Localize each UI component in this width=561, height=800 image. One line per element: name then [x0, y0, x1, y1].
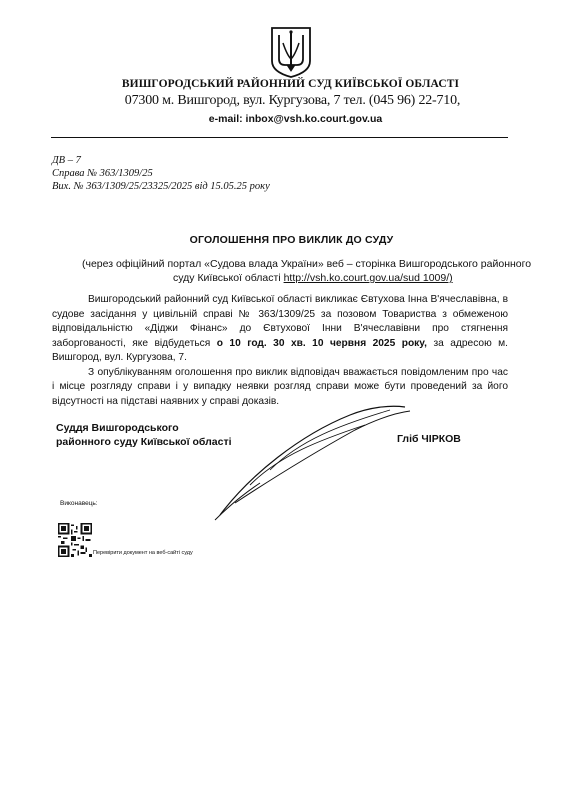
hearing-address: за адресою м. Вишгород, вул. Кургузова, 7. — [52, 337, 509, 363]
court-name: ВИШГОРОДСЬКИЙ РАЙОННИЙ СУД КИЇВСЬКОЇ ОБЛАСТІ — [121, 78, 460, 90]
portal-note-line-1: (через офіційний портал «Судова влада України» веб – сторінка Вишгородського районного — [82, 258, 532, 270]
handwritten-signature — [190, 385, 420, 525]
judge-title-line-1: Суддя Вишгородського — [56, 422, 179, 434]
portal-note-prefix: суду Київської області — [173, 272, 284, 284]
portal-link[interactable]: http://vsh.ko.court.gov.ua/sud 1009/) — [283, 272, 453, 284]
body-paragraph-2: З опублікуванням оголошення про виклик відповідач вважається повідомленим про час і місце розгляду справи і у випадку неявки розгляд справи може бути проведений за його відсутності на підставі наявних у справі доказів. — [52, 366, 508, 407]
notice-title: ОГОЛОШЕННЯ ПРО ВИКЛИК ДО СУДУ — [189, 234, 394, 246]
qr-caption: Перевірити документ на веб-сайті суду — [93, 550, 193, 556]
hearing-datetime: о 10 год. 30 хв. 10 червня 2025 року, — [216, 337, 427, 349]
qr-code-icon[interactable] — [58, 523, 92, 557]
judge-name: Гліб ЧІРКОВ — [397, 433, 461, 445]
outgoing-number: Вих. № 363/1309/25/23325/2025 від 15.05.25 року — [52, 181, 270, 192]
header-divider — [51, 137, 508, 138]
court-address: 07300 м. Вишгород, вул. Кургузова, 7 тел. (045 96) 22-710, — [124, 93, 461, 108]
court-email: e-mail: inbox@vsh.ko.court.gov.ua — [208, 113, 383, 125]
case-number: Справа № 363/1309/25 — [52, 168, 153, 179]
judge-title-line-2: районного суду Київської області — [56, 436, 232, 448]
portal-note-line-2 — [173, 272, 453, 284]
executor-label: Виконавець: — [60, 500, 98, 507]
body-paragraph-1 — [52, 293, 508, 366]
document-code: ДВ – 7 — [52, 155, 81, 166]
coat-of-arms-emblem — [269, 25, 313, 79]
body-paragraph-1-text: Вишгородський районний суд Київської області викликає Євтухова Інна В'ячеславівна, в судове засідання у цивільній справі № 363/1309/25 за позовом Товариства з обмеженою відповідальністю «Діджи Фінанс» до Євтухової Інни В'ячеславівни про стягнення заборгованості, яке відбудеться — [52, 294, 508, 349]
